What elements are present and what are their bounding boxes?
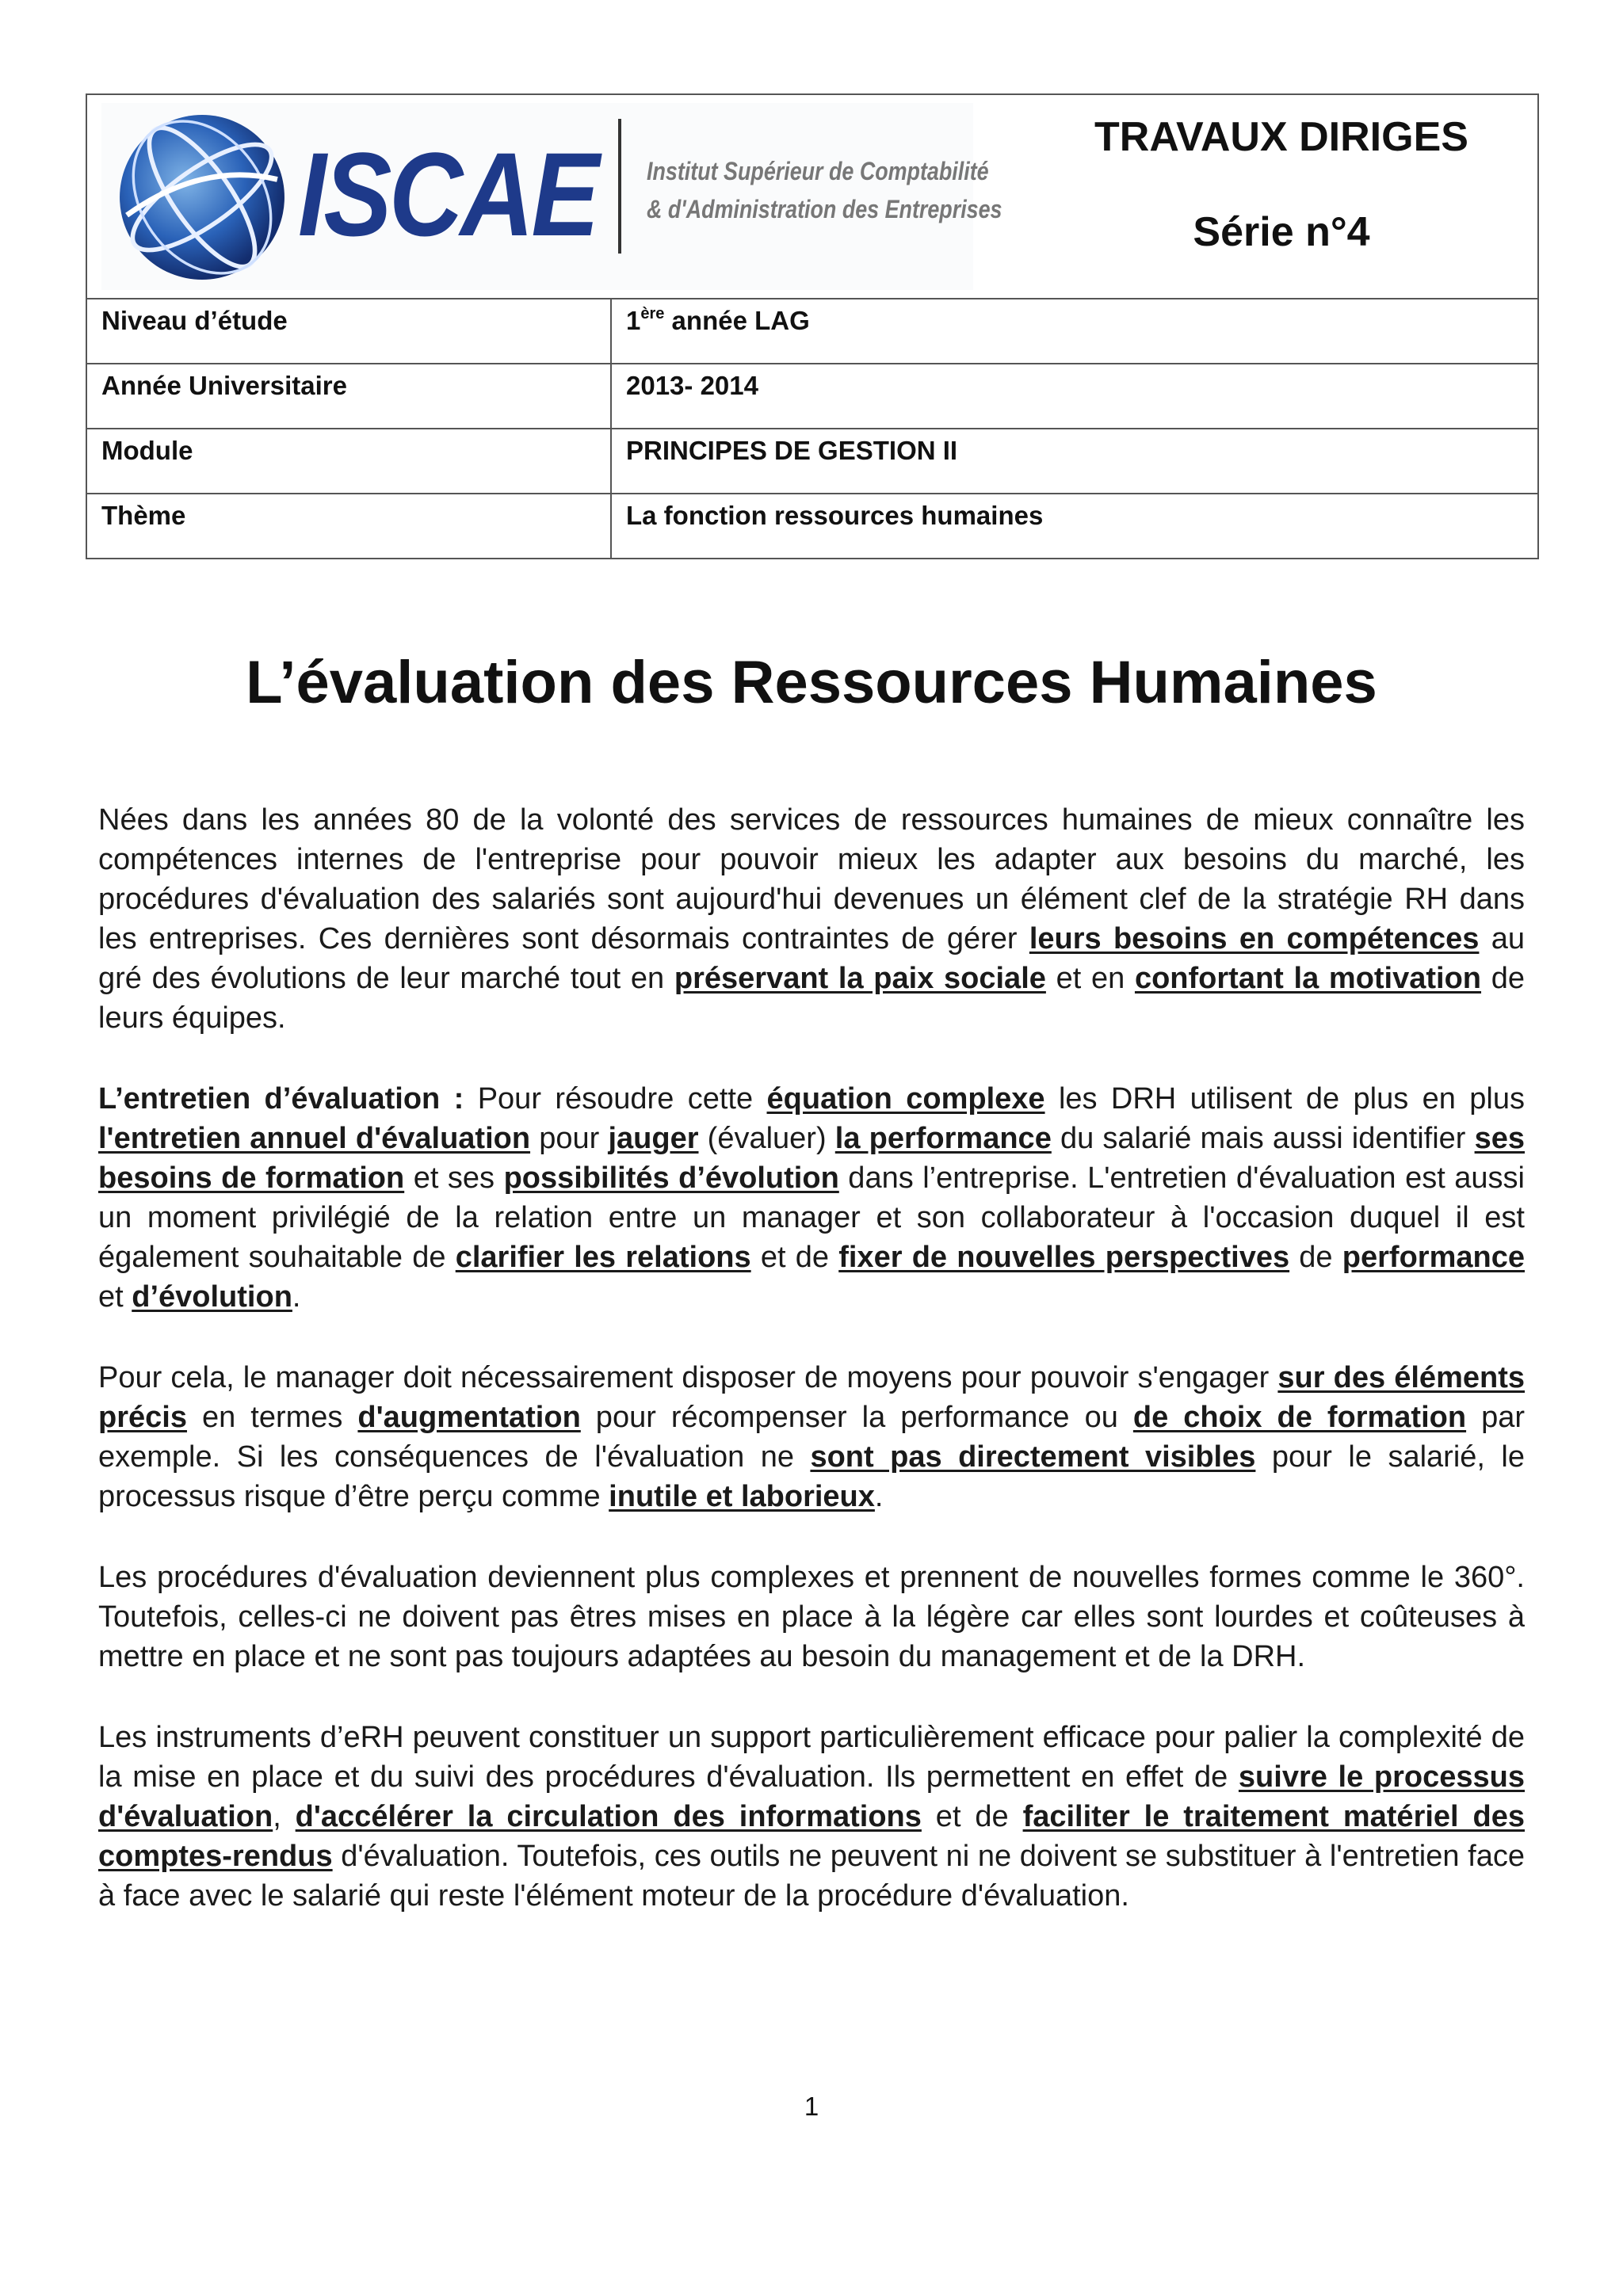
header-top-row [87, 95, 1537, 299]
key-phrase: jauger [608, 1122, 699, 1155]
key-phrase: la performance [834, 1122, 1052, 1155]
paragraph-manager: Pour cela, le manager doit nécessairement disposer de moyens pour pouvoir s'engager sur des éléments précis en termes d'augmentation pour récompenser la performance ou de choix de formation par exemple. Si les conséquences de l'évaluation ne sont pas directement visibles pour le salarié, le processus risque d’être perçu comme inutile et laborieux. [98, 1361, 1526, 1513]
key-phrase: possibilités d’évolution [503, 1161, 839, 1195]
value-text: année LAG [664, 306, 810, 335]
key-phrase: équation complexe [766, 1082, 1045, 1116]
key-phrase: ses besoins de formation [98, 1122, 1525, 1195]
info-value [626, 303, 810, 339]
info-value: PRINCIPES DE GESTION II [626, 436, 958, 465]
logo-subtitle [647, 152, 1002, 228]
key-phrase: d’évolution [132, 1280, 292, 1314]
info-label: Année Universitaire [101, 371, 347, 400]
info-row-annee [87, 364, 1537, 429]
key-phrase: préservant la paix sociale [674, 962, 1046, 995]
value-superscript: ère [640, 305, 665, 322]
key-phrase: d'augmentation [357, 1401, 581, 1434]
info-row-niveau [87, 299, 1537, 364]
key-phrase: sur des éléments précis [98, 1361, 1525, 1434]
info-value: La fonction ressources humaines [626, 501, 1044, 530]
key-phrase: suivre le processus d'évaluation [98, 1760, 1525, 1833]
key-phrase: l'entretien annuel d'évaluation [98, 1122, 531, 1155]
key-phrase: inutile et laborieux [609, 1480, 875, 1513]
key-phrase: faciliter le traitement matériel des comptes-rendus [98, 1800, 1525, 1873]
value-number: 1 [626, 306, 641, 335]
key-phrase: confortant la motivation [1134, 962, 1482, 995]
key-phrase: leurs besoins en compétences [1029, 922, 1480, 955]
paragraph-procedures: Les procédures d'évaluation deviennent plus complexes et prennent de nouvelles formes comme le 360°. Toutefois, celles-ci ne doivent pas êtres mises en place à la légère car elles sont lourdes et coûteuses à mettre en place et ne sont pas toujours adaptées au besoin du management et de la DRH. [98, 1561, 1525, 1673]
page-number: 1 [804, 2092, 819, 2121]
serie-number: Série n°4 [1193, 209, 1370, 255]
info-row-theme [87, 494, 1537, 559]
logo-wordmark: ISCAE [298, 128, 598, 261]
info-label: Module [101, 436, 193, 465]
key-phrase: de choix de formation [1132, 1401, 1467, 1434]
paragraph-erh: Les instruments d’eRH peuvent constituer un support particulièrement efficace pour palier la complexité de la mise en place et du suivi des procédures d'évaluation. Ils permettent en effet de suivre le processus d'évaluation, d'accélérer la circulation des informations et de faciliter le traitement matériel des comptes-rendus d'évaluation. Toutefois, ces outils ne peuvent ni ne doivent se substituer à l'entretien face à face avec le salarié qui reste l'élément moteur de la procédure d'évaluation. [98, 1721, 1525, 1913]
td-title: TRAVAUX DIRIGES [1094, 114, 1468, 160]
logo-subtitle-line1: Institut Supérieur de Comptabilité [647, 157, 989, 185]
logo-subtitle-line2: & d'Administration des Entreprises [647, 195, 1002, 223]
key-phrase: performance [1342, 1241, 1525, 1274]
column-divider [610, 299, 612, 559]
iscae-logo [101, 103, 1002, 290]
logo-separator [618, 119, 621, 254]
key-phrase: fixer de nouvelles perspectives [838, 1241, 1290, 1274]
globe-logo-icon [113, 108, 292, 287]
paragraph-entretien: L’entretien d’évaluation : Pour résoudre cette équation complexe les DRH utilisent de plus en plus l'entretien annuel d'évaluation pour jauger (évaluer) la performance du salarié mais aussi identifier ses besoins de formation et ses possibilités d’évolution dans l’entreprise. L'entretien d'évaluation est aussi un moment privilégié de la relation entre un manager et son collaborateur à l'occasion duquel il est également souhaitable de clarifier les relations et de fixer de nouvelles perspectives de performance et d’évolution. [98, 1082, 1525, 1314]
key-phrase: sont pas directement visibles [810, 1440, 1256, 1474]
key-phrase: d'accélérer la circulation des informations [295, 1800, 922, 1833]
info-row-module [87, 429, 1537, 494]
section-lead: L’entretien d’évaluation : [98, 1082, 464, 1116]
document-title: L’évaluation des Ressources Humaines [246, 649, 1377, 716]
key-phrase: clarifier les relations [455, 1241, 751, 1274]
header-title-block [1022, 95, 1541, 299]
info-value: 2013- 2014 [626, 371, 758, 400]
paragraph-intro: Nées dans les années 80 de la volonté des services de ressources humaines de mieux connaître les compétences internes de l'entreprise pour pouvoir mieux les adapter aux besoins du marché, les procédures d'évaluation des salariés sont aujourd'hui devenues un élément clef de la stratégie RH dans les entreprises. Ces dernières sont désormais contraintes de gérer leurs besoins en compétences au gré des évolutions de leur marché tout en préservant la paix sociale et en confortant la motivation de leurs équipes. [98, 803, 1525, 1035]
info-label: Niveau d’étude [101, 306, 288, 335]
header-table [86, 93, 1539, 559]
info-label: Thème [101, 501, 186, 530]
